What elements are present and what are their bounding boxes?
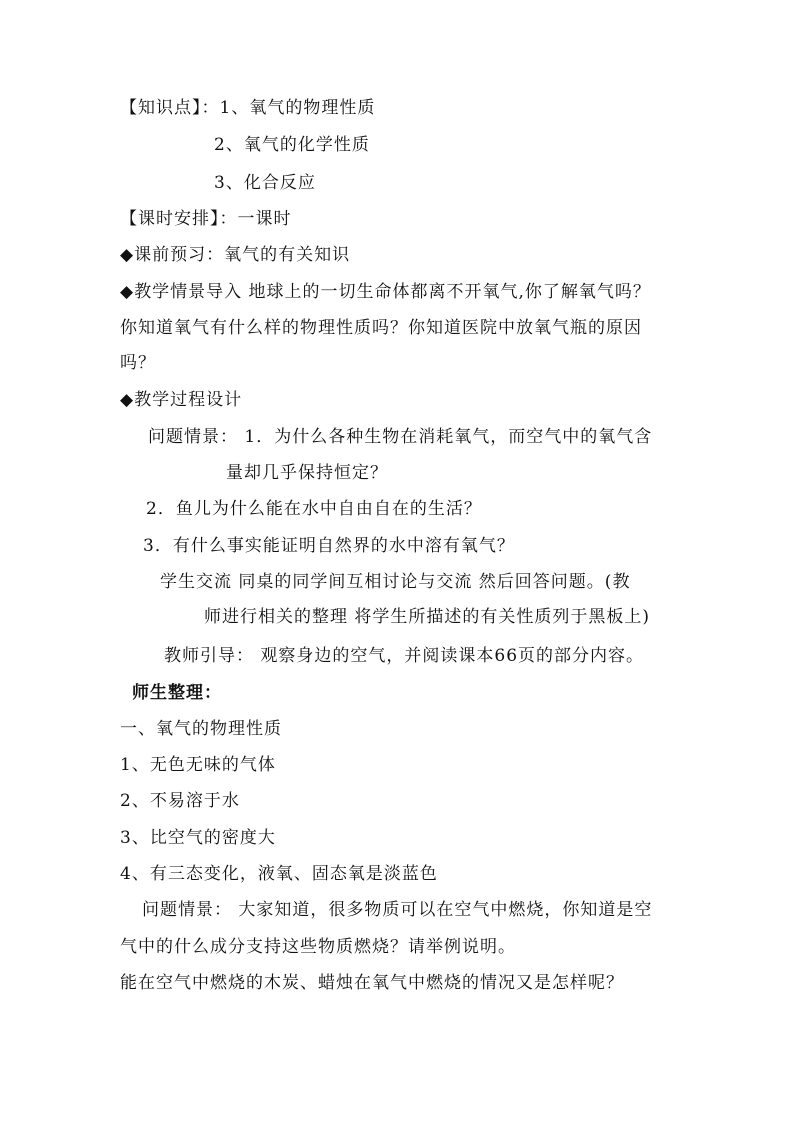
intro-line-1: ◆教学情景导入 地球上的一切生命体都离不开氧气,你了解氧气吗？ bbox=[120, 282, 651, 302]
question-scenario-line-2: 量却几乎保持恒定？ bbox=[226, 463, 388, 483]
knowledge-points-line-2: 2、氧气的化学性质 bbox=[214, 135, 370, 155]
combustion-question-line-3: 能在空气中燃烧的木炭、蜡烛在氧气中燃烧的情况又是怎样呢？ bbox=[120, 973, 624, 993]
student-exchange-line-1: 学生交流 同桌的同学间互相讨论与交流 然后回答问题。(教 bbox=[160, 572, 631, 592]
property-item-1: 1、无色无味的气体 bbox=[120, 755, 276, 775]
intro-line-2: 你知道氧气有什么样的物理性质吗？你知道医院中放氧气瓶的原因 bbox=[120, 318, 642, 338]
process-design-heading: ◆教学过程设计 bbox=[120, 390, 243, 410]
knowledge-points-line-3: 3、化合反应 bbox=[214, 173, 316, 193]
property-item-3: 3、比空气的密度大 bbox=[120, 828, 276, 848]
combustion-question-line-1: 问题情景： 大家知道，很多物质可以在空气中燃烧，你知道是空 bbox=[142, 900, 653, 920]
question-2-line: 2．鱼儿为什么能在水中自由自在的生活？ bbox=[146, 499, 482, 519]
summary-heading: 师生整理： bbox=[132, 683, 222, 703]
property-item-4: 4、有三态变化，液氧、固态氧是淡蓝色 bbox=[120, 864, 438, 884]
combustion-question-line-2: 气中的什么成分支持这些物质燃烧？请举例说明。 bbox=[120, 937, 516, 957]
intro-line-3: 吗？ bbox=[120, 353, 156, 373]
preview-line: ◆课前预习：氧气的有关知识 bbox=[120, 245, 351, 265]
lesson-schedule-line: 【课时安排】：一课时 bbox=[120, 209, 292, 229]
question-3-line: 3．有什么事实能证明自然界的水中溶有氧气？ bbox=[143, 536, 515, 556]
question-scenario-line-1: 问题情景： 1．为什么各种生物在消耗氧气，而空气中的氧气含 bbox=[148, 427, 653, 447]
teacher-guide-line: 教师引导： 观察身边的空气，并阅读课本66页的部分内容。 bbox=[164, 646, 645, 666]
student-exchange-line-2: 师进行相关的整理 将学生所描述的有关性质列于黑板上) bbox=[204, 607, 651, 627]
knowledge-points-line-1: 【知识点】：1、氧气的物理性质 bbox=[120, 98, 376, 118]
property-item-2: 2、不易溶于水 bbox=[120, 791, 240, 811]
physical-properties-heading: 一、氧气的物理性质 bbox=[120, 719, 282, 739]
